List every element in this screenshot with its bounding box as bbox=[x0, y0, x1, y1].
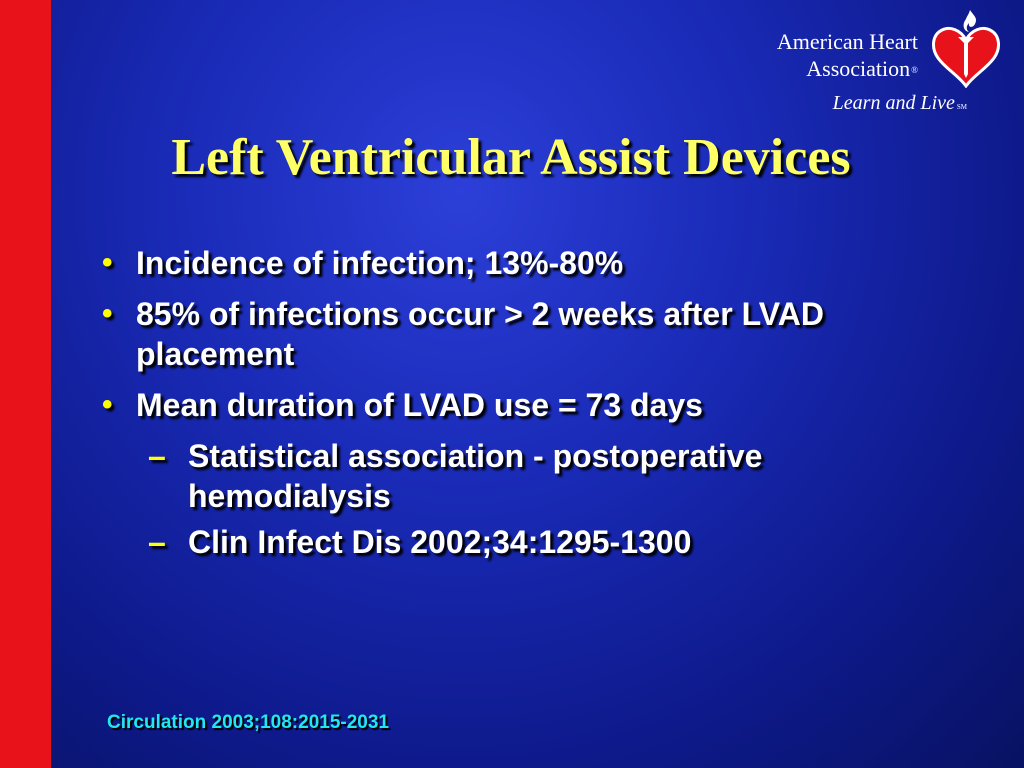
bullet-item bbox=[96, 294, 956, 374]
logo-org-line1: American Heart bbox=[776, 29, 918, 54]
bullet-text: 85% of infections occur > 2 weeks after LVAD placement bbox=[136, 296, 824, 372]
sub-bullet-text: Clin Infect Dis 2002;34:1295-1300 bbox=[188, 524, 692, 560]
source-citation: Circulation 2003;108:2015-2031 bbox=[107, 712, 389, 733]
bullet-marker: • bbox=[102, 246, 113, 279]
registered-mark: ® bbox=[911, 65, 918, 76]
sub-bullet-marker: – bbox=[148, 438, 166, 474]
logo-org-line2-row bbox=[777, 55, 918, 84]
bullet-item bbox=[96, 385, 956, 425]
bullet-marker: • bbox=[102, 388, 113, 421]
sub-bullet-item bbox=[96, 522, 956, 562]
logo-org-name bbox=[777, 28, 918, 84]
bullet-text: Mean duration of LVAD use = 73 days bbox=[136, 387, 703, 423]
bullet-list bbox=[96, 243, 956, 568]
logo-tagline-row bbox=[833, 92, 967, 115]
heart-torch-icon bbox=[930, 8, 1002, 88]
aha-logo bbox=[742, 8, 1002, 118]
bullet-marker: • bbox=[102, 297, 113, 330]
left-accent-bar bbox=[0, 0, 51, 768]
sub-bullet-marker: – bbox=[148, 524, 166, 560]
service-mark: SM bbox=[956, 103, 967, 111]
slide-title: Left Ventricular Assist Devices bbox=[171, 129, 851, 186]
bullet-text: Incidence of infection; 13%-80% bbox=[136, 245, 624, 281]
logo-tagline: Learn and Live bbox=[832, 92, 955, 114]
sub-bullet-item bbox=[96, 436, 956, 516]
bullet-item bbox=[96, 243, 956, 283]
logo-org-line2: Association bbox=[806, 56, 911, 81]
sub-bullet-text: Statistical association - postoperative hemodialysis bbox=[188, 438, 763, 514]
